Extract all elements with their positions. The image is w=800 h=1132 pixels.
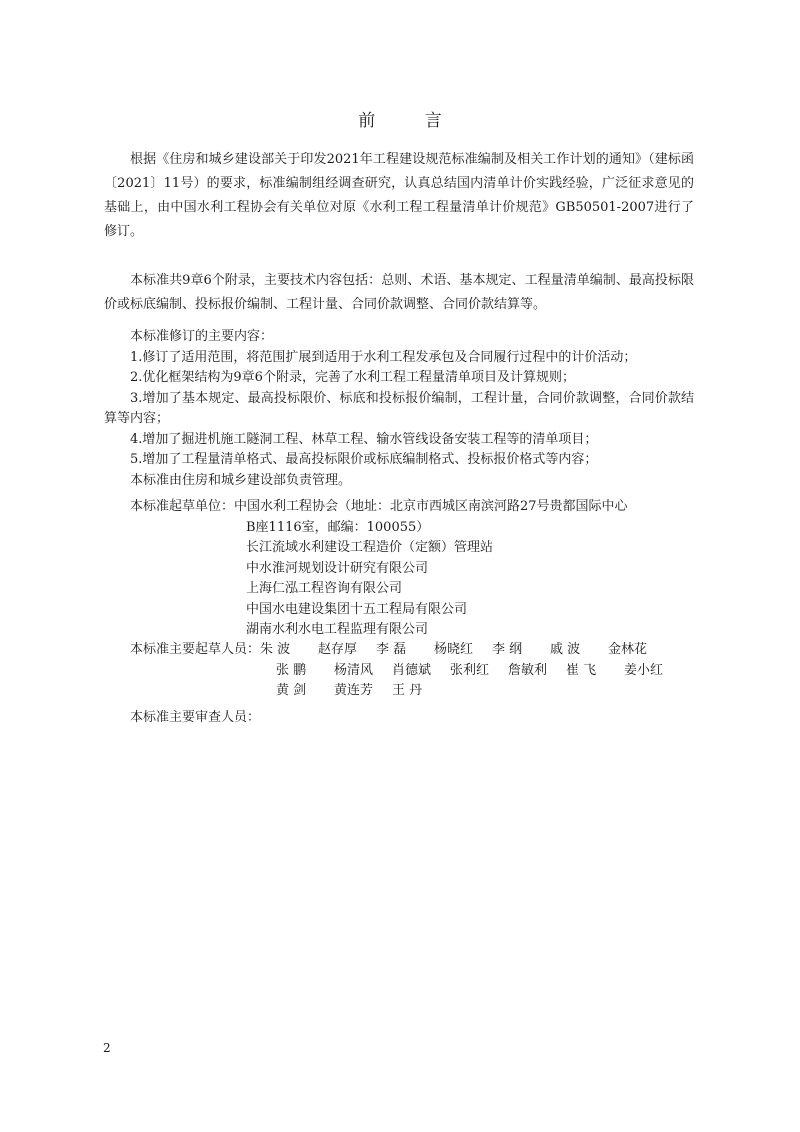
paragraph-text: 本标准共9章6个附录，主要技术内容包括：总则、术语、基本规定、工程量清单编制、最高投标限价或标底编制、投标报价编制、工程计量、合同价款调整、合同价款结算等。	[104, 273, 694, 312]
drafting-units	[104, 497, 704, 641]
management-statement: 本标准由住房和城乡建设部负责管理。	[130, 472, 352, 488]
drafter-name: 戚 波	[550, 642, 581, 657]
drafting-unit: 上海仁泓工程咨询有限公司	[246, 581, 403, 596]
drafter-name: 李 纲	[492, 642, 523, 657]
preface-paragraph-1	[104, 148, 694, 244]
drafter-name: 赵存厚	[318, 642, 358, 657]
preface-paragraph-2	[104, 269, 694, 317]
drafter-name: 张 鹏	[276, 662, 307, 678]
drafting-unit: 中国水利工程协会（地址：北京市西城区南滨河路27号贵都国际中心	[234, 499, 628, 514]
drafter-name: 黄连芳	[334, 683, 374, 698]
revision-list	[104, 327, 694, 491]
revision-item: 1.修订了适用范围，将范围扩展到适用于水利工程发承包及合同履行过程中的计价活动；	[130, 349, 637, 365]
drafter-name: 张利红	[450, 662, 490, 678]
drafting-unit: 中水淮河规划设计研究有限公司	[246, 560, 429, 576]
revision-item: 3.增加了基本规定、最高投标限价、标底和投标报价编制，工程计量，合同价款调整，合同价款结算等内容；	[104, 390, 694, 426]
drafter-name: 姜小红	[624, 662, 664, 678]
drafting-unit: 长江流域水利建设工程造价（定额）管理站	[246, 540, 494, 555]
revision-item: 5.增加了工程量清单格式、最高投标限价或标底编制格式、投标报价格式等内容；	[130, 452, 598, 467]
drafter-name: 金林花	[608, 642, 648, 657]
drafter-name: 杨晓红	[434, 642, 474, 657]
drafting-unit: B座1116室，邮编：100055）	[246, 519, 430, 535]
revision-heading: 本标准修订的主要内容：	[130, 329, 274, 344]
page-title: 前 言	[358, 111, 464, 131]
drafter-name: 朱 波	[260, 642, 291, 657]
drafters-list	[104, 640, 704, 702]
drafter-name: 杨清风	[334, 662, 374, 678]
drafter-name: 肖德斌	[392, 662, 432, 678]
drafter-name: 黄 剑	[276, 683, 307, 698]
page-number: 2	[103, 1041, 111, 1055]
revision-item: 4.增加了掘进机施工隧洞工程、林草工程、输水管线设备安装工程等的清单项目；	[130, 431, 598, 447]
drafter-name: 詹敏利	[508, 662, 548, 678]
revision-item: 2.优化框架结构为9章6个附录，完善了水利工程工程量清单项目及计算规则；	[130, 370, 575, 385]
drafters-label: 本标准主要起草人员：	[130, 642, 261, 657]
drafting-units-label: 本标准起草单位：	[130, 499, 235, 514]
drafter-name: 李 磊	[376, 642, 407, 657]
drafting-unit: 中国水电建设集团十五工程局有限公司	[246, 601, 468, 617]
paragraph-text: 根据《住房和城乡建设部关于印发2021年工程建设规范标准编制及相关工作计划的通知》（建标函〔2021〕11号）的要求，标准编制组经调查研究，认真总结国内清单计价实践经验，广泛征求意见的基础上，由中国水利工程协会有关单位对原《水利工程工程量清单计价规范》GB50501-2007进行了修订。	[104, 152, 694, 239]
reviewers-label: 本标准主要审查人员：	[130, 710, 261, 725]
drafter-name: 王 丹	[392, 683, 423, 698]
drafting-unit: 湖南水利水电工程监理有限公司	[246, 622, 429, 637]
drafter-name: 崔 飞	[566, 662, 597, 678]
